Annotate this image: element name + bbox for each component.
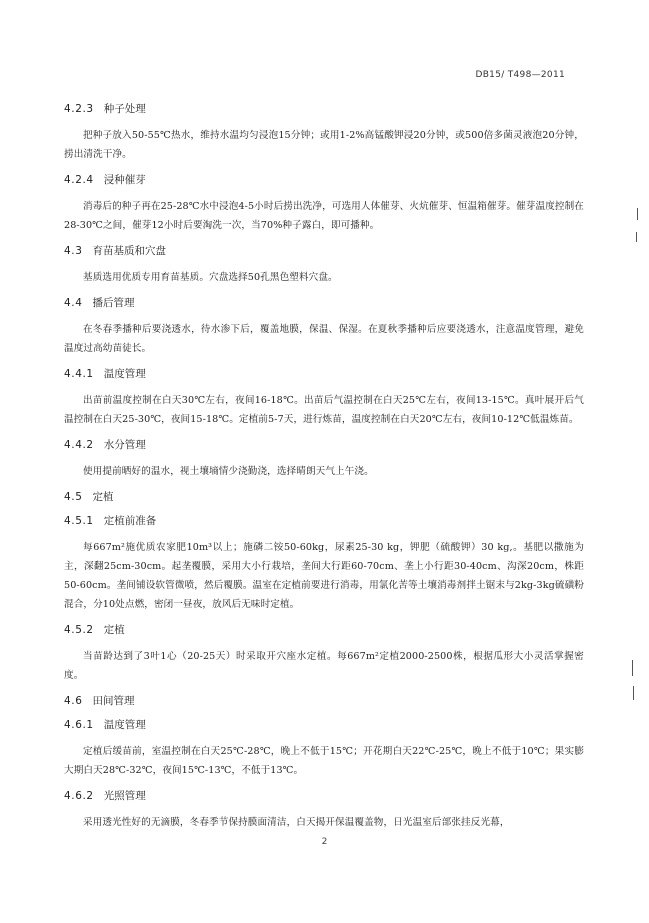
section-paragraph: 出苗前温度控制在白天30℃左右，夜间16-18℃。出苗后气温控制在白天25℃左右，夜间13-15℃。真叶展开后气温控制在白天25-30℃，夜间15-18℃。定植前5-7天，进行炼苗，温度控制在白天20℃左右，夜间10-12℃低温炼苗。	[64, 395, 584, 425]
scan-artifact-mark	[636, 232, 637, 242]
section-heading: 4.2.4 浸种催芽	[64, 174, 146, 186]
document-body	[64, 93, 584, 837]
section-heading: 4.6 田间管理	[64, 695, 135, 707]
standard-code: DB15/ T498—2011	[475, 70, 565, 80]
section-paragraph: 每667m²施优质农家肥10m³以上；施磷二铵50-60kg，尿素25-30 kg，钾肥（硫酸钾）30 kg,。基肥以撒施为主，深翻25cm-30cm。起垄覆膜，采用大小行栽培，垄间大行距60-70cm、垄上小行距30-40cm、沟深20cm，株距50-60cm。垄间铺设软管微喷，然后覆膜。温室在定植前要进行消毒，用氯化苦等土壤消毒剂拌土锯末与2kg-3kg硫磺粉混合，分10处点燃，密闭一昼夜，放风后无味时定植。	[64, 542, 584, 610]
scan-artifact-mark	[637, 208, 638, 220]
scan-artifact-mark	[633, 686, 634, 700]
section-paragraph: 当苗龄达到了3叶1心（20-25天）时采取开穴座水定植。每667m²定植2000-2500株，根据瓜形大小灵活掌握密度。	[64, 651, 584, 681]
section-paragraph: 基质选用优质专用育苗基质。穴盘选择50孔黑色塑料穴盘。	[83, 272, 338, 283]
section-paragraph: 在冬春季播种后要浇透水，待水渗下后，覆盖地膜，保温、保湿。在夏秋季播种后应要浇透水，注意温度管理，避免温度过高幼苗徒长。	[64, 324, 584, 354]
section-heading: 4.4.2 水分管理	[64, 439, 146, 451]
section-heading: 4.2.3 种子处理	[64, 103, 146, 115]
section-heading: 4.4 播后管理	[64, 297, 135, 309]
section-heading: 4.6.1 温度管理	[64, 719, 146, 731]
page-number: 2	[321, 837, 328, 847]
section-paragraph: 定植后缓苗前，室温控制在白天25℃-28℃，晚上不低于15℃；开花期白天22℃-25℃，晚上不低于10℃；果实膨大期白天28℃-32℃，夜间15℃-13℃，不低于13℃。	[64, 746, 584, 776]
section-heading: 4.4.1 温度管理	[64, 368, 146, 380]
scan-artifact-mark	[632, 660, 633, 676]
section-heading: 4.3 育苗基质和穴盘	[64, 245, 166, 257]
section-heading: 4.5 定植	[64, 491, 114, 503]
section-heading: 4.5.2 定植	[64, 624, 125, 636]
section-heading: 4.5.1 定植前准备	[64, 515, 157, 527]
section-paragraph: 使用提前晒好的温水，视土壤墒情少浇勤浇，选择晴朗天气上午浇。	[83, 466, 374, 477]
section-paragraph: 消毒后的种子再在25-28℃水中浸泡4-5小时后捞出洗净，可选用人体催芽、火炕催芽、恒温箱催芽。催芽温度控制在28-30℃之间，催芽12小时后要淘洗一次，当70%种子露白，即可播种。	[64, 201, 584, 231]
section-paragraph: 采用透光性好的无滴膜，冬春季节保持膜面清洁，白天揭开保温覆盖物，日光温室后部张挂反光幕，	[83, 817, 510, 828]
section-heading: 4.6.2 光照管理	[64, 790, 146, 802]
section-paragraph: 把种子放入50-55℃热水，维持水温均匀浸泡15分钟；或用1-2%高锰酸钾浸20分钟，或500倍多菌灵液泡20分钟，捞出清洗干净。	[64, 130, 584, 160]
